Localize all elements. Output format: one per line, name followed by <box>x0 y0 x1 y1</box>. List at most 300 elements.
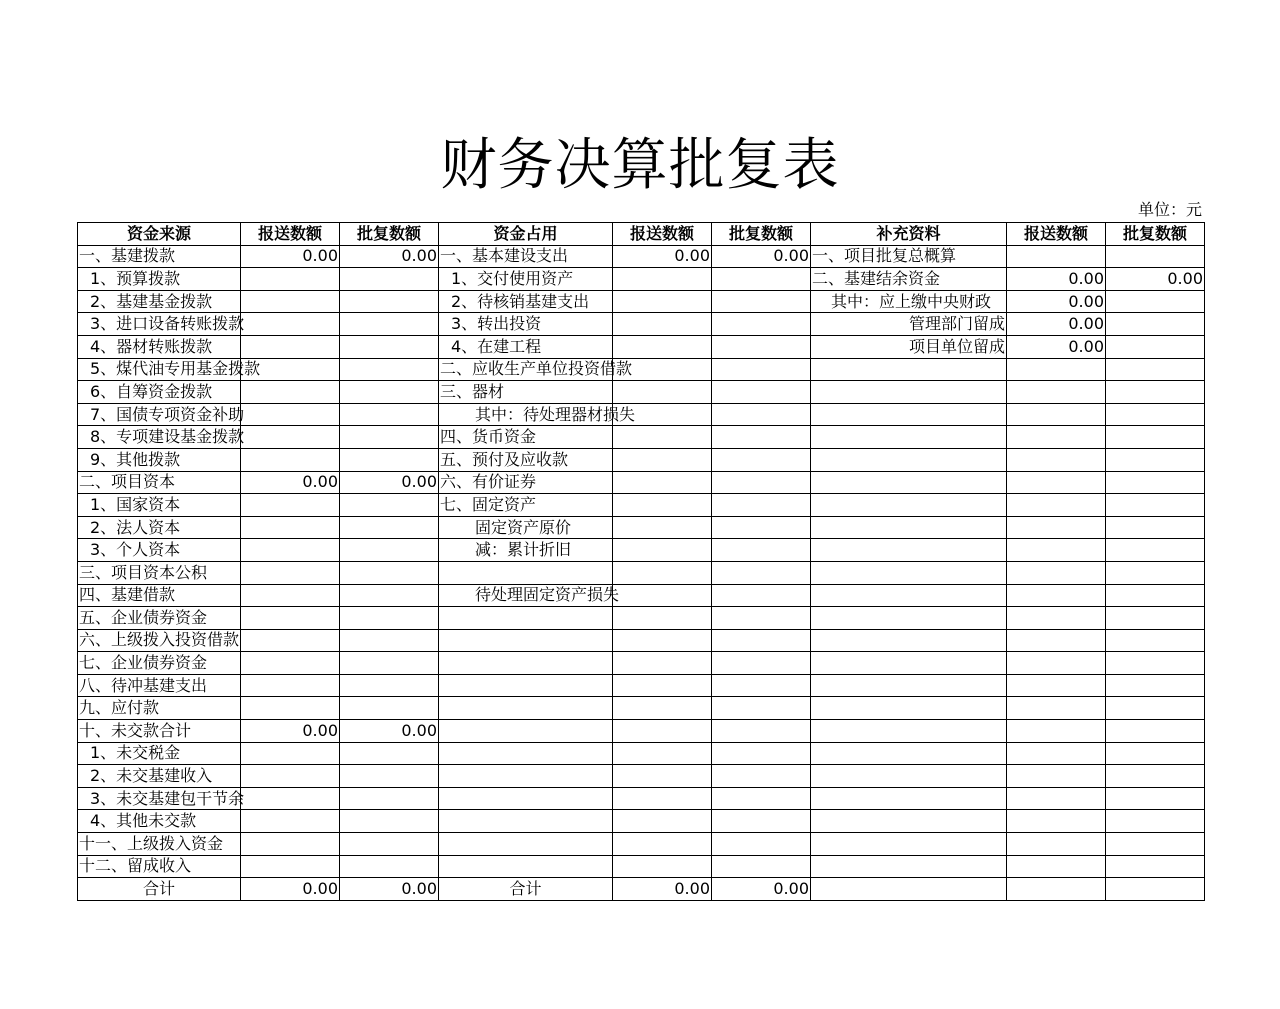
table-cell <box>811 742 1007 765</box>
table-cell <box>340 358 439 381</box>
table-cell: 四、货币资金 <box>439 426 613 449</box>
table-cell <box>613 855 712 878</box>
table-cell: 3、个人资本 <box>78 539 241 562</box>
table-cell <box>1106 290 1205 313</box>
table-cell <box>1007 358 1106 381</box>
table-cell <box>613 268 712 291</box>
header-cell: 批复数额 <box>340 223 439 246</box>
table-cell <box>811 607 1007 630</box>
table-cell: 0.00 <box>613 245 712 268</box>
table-cell <box>1106 833 1205 856</box>
table-cell <box>241 313 340 336</box>
table-cell: 0.00 <box>340 720 439 743</box>
table-cell <box>340 833 439 856</box>
total-cell: 合计 <box>78 878 241 901</box>
table-cell: 二、基建结余资金 <box>811 268 1007 291</box>
table-cell <box>811 765 1007 788</box>
table-cell: 项目单位留成 <box>811 335 1007 358</box>
table-cell <box>1007 561 1106 584</box>
total-cell <box>1007 878 1106 901</box>
table-cell: 五、企业债券资金 <box>78 607 241 630</box>
header-cell: 报送数额 <box>613 223 712 246</box>
table-cell <box>712 335 811 358</box>
table-cell <box>241 697 340 720</box>
table-row <box>78 584 1205 607</box>
table-cell <box>1007 381 1106 404</box>
table-cell <box>811 539 1007 562</box>
table-row <box>78 697 1205 720</box>
table-cell <box>712 448 811 471</box>
table-cell <box>613 765 712 788</box>
table-cell <box>241 516 340 539</box>
header-cell: 批复数额 <box>712 223 811 246</box>
table-cell <box>340 742 439 765</box>
table-cell <box>811 855 1007 878</box>
table-cell <box>1007 245 1106 268</box>
table-cell <box>811 426 1007 449</box>
header-cell: 报送数额 <box>241 223 340 246</box>
table-cell <box>1007 629 1106 652</box>
table-cell <box>712 403 811 426</box>
table-cell <box>439 855 613 878</box>
table-cell <box>340 494 439 517</box>
table-cell <box>439 787 613 810</box>
table-cell: 7、国债专项资金补助 <box>78 403 241 426</box>
table-cell: 0.00 <box>1007 335 1106 358</box>
table-cell <box>712 629 811 652</box>
table-cell <box>811 652 1007 675</box>
table-cell <box>613 584 712 607</box>
table-cell <box>712 561 811 584</box>
table-cell <box>712 720 811 743</box>
table-cell <box>811 516 1007 539</box>
table-cell <box>712 494 811 517</box>
table-cell: 0.00 <box>241 245 340 268</box>
table-cell <box>241 561 340 584</box>
table-cell <box>613 539 712 562</box>
table-row <box>78 403 1205 426</box>
table-cell <box>340 697 439 720</box>
table-cell <box>340 584 439 607</box>
table-row <box>78 629 1205 652</box>
total-cell: 合计 <box>439 878 613 901</box>
table-cell <box>811 629 1007 652</box>
table-cell <box>439 765 613 788</box>
table-cell <box>1106 471 1205 494</box>
table-cell <box>811 403 1007 426</box>
total-cell <box>811 878 1007 901</box>
table-cell: 0.00 <box>1007 268 1106 291</box>
table-cell <box>613 787 712 810</box>
table-cell <box>1106 539 1205 562</box>
table-cell <box>613 494 712 517</box>
table-row <box>78 426 1205 449</box>
table-cell <box>811 358 1007 381</box>
table-row <box>78 268 1205 291</box>
table-cell <box>712 358 811 381</box>
table-cell <box>613 335 712 358</box>
table-cell <box>712 765 811 788</box>
table-cell <box>340 290 439 313</box>
table-cell: 七、企业债券资金 <box>78 652 241 675</box>
table-cell <box>1007 855 1106 878</box>
table-cell <box>811 697 1007 720</box>
table-cell <box>811 720 1007 743</box>
table-cell <box>340 787 439 810</box>
table-cell <box>340 313 439 336</box>
table-cell <box>613 720 712 743</box>
table-cell <box>439 652 613 675</box>
page-title: 财务决算批复表 <box>440 133 840 198</box>
table-row <box>78 539 1205 562</box>
table-cell: 八、待冲基建支出 <box>78 674 241 697</box>
table-cell <box>1007 697 1106 720</box>
unit-label: 单位：元 <box>1137 200 1202 219</box>
table-cell <box>1106 358 1205 381</box>
table-cell: 三、项目资本公积 <box>78 561 241 584</box>
table-cell: 七、固定资产 <box>439 494 613 517</box>
table-cell <box>712 607 811 630</box>
table-cell: 三、器材 <box>439 381 613 404</box>
table-cell <box>712 471 811 494</box>
table-cell: 其中：待处理器材损失 <box>439 403 613 426</box>
table-cell <box>241 335 340 358</box>
table-cell <box>340 426 439 449</box>
table-cell <box>241 494 340 517</box>
table-cell: 0.00 <box>712 245 811 268</box>
table-cell <box>613 290 712 313</box>
table-cell <box>613 833 712 856</box>
table-cell <box>811 810 1007 833</box>
table-cell <box>340 810 439 833</box>
table-cell <box>1106 855 1205 878</box>
table-cell <box>712 313 811 336</box>
table-cell: 0.00 <box>241 471 340 494</box>
table-cell <box>811 584 1007 607</box>
table-cell: 2、待核销基建支出 <box>439 290 613 313</box>
table-cell <box>1106 335 1205 358</box>
table-cell <box>439 561 613 584</box>
table-cell <box>1106 313 1205 336</box>
table-cell <box>1106 674 1205 697</box>
table-cell <box>1106 787 1205 810</box>
table-row <box>78 742 1205 765</box>
table-cell: 五、预付及应收款 <box>439 448 613 471</box>
table-cell <box>1007 584 1106 607</box>
table-cell <box>1106 765 1205 788</box>
table-cell <box>241 652 340 675</box>
table-cell <box>241 426 340 449</box>
table-cell <box>613 742 712 765</box>
table-cell: 8、专项建设基金拨款 <box>78 426 241 449</box>
table-cell: 一、基建拨款 <box>78 245 241 268</box>
table-cell <box>613 674 712 697</box>
total-cell: 0.00 <box>613 878 712 901</box>
table-cell <box>811 471 1007 494</box>
table-cell: 4、器材转账拨款 <box>78 335 241 358</box>
table-cell <box>1106 720 1205 743</box>
table-row <box>78 516 1205 539</box>
table-cell: 十二、留成收入 <box>78 855 241 878</box>
table-cell <box>340 268 439 291</box>
table-cell: 固定资产原价 <box>439 516 613 539</box>
table-cell <box>1007 403 1106 426</box>
table-cell <box>613 381 712 404</box>
table-cell <box>613 810 712 833</box>
table-cell: 9、其他拨款 <box>78 448 241 471</box>
table-cell <box>439 674 613 697</box>
table-cell: 二、项目资本 <box>78 471 241 494</box>
table-cell <box>1007 765 1106 788</box>
header-cell: 报送数额 <box>1007 223 1106 246</box>
table-cell <box>811 833 1007 856</box>
table-cell <box>1007 742 1106 765</box>
table-row <box>78 448 1205 471</box>
table-cell: 5、煤代油专用基金拨款 <box>78 358 241 381</box>
table-cell <box>241 833 340 856</box>
table-cell <box>241 268 340 291</box>
header-cell: 补充资料 <box>811 223 1007 246</box>
table-cell <box>712 855 811 878</box>
total-cell: 0.00 <box>712 878 811 901</box>
table-cell <box>241 674 340 697</box>
table-cell: 1、交付使用资产 <box>439 268 613 291</box>
table-cell <box>712 268 811 291</box>
table-cell <box>340 335 439 358</box>
table-cell: 2、法人资本 <box>78 516 241 539</box>
table-cell: 2、基建基金拨款 <box>78 290 241 313</box>
table-cell: 4、在建工程 <box>439 335 613 358</box>
table-cell <box>1106 652 1205 675</box>
table-cell <box>712 742 811 765</box>
table-cell <box>340 381 439 404</box>
table-cell: 3、转出投资 <box>439 313 613 336</box>
table-cell <box>712 810 811 833</box>
table-row <box>78 607 1205 630</box>
table-cell <box>241 607 340 630</box>
table-cell <box>340 765 439 788</box>
table-cell: 1、国家资本 <box>78 494 241 517</box>
header-cell: 资金占用 <box>439 223 613 246</box>
table-row <box>78 245 1205 268</box>
table-cell <box>439 607 613 630</box>
table-cell <box>340 403 439 426</box>
table-cell <box>241 742 340 765</box>
table-cell <box>1007 652 1106 675</box>
table-cell <box>241 403 340 426</box>
total-cell <box>1106 878 1205 901</box>
table-cell <box>712 833 811 856</box>
table-cell <box>241 810 340 833</box>
table-cell <box>1106 584 1205 607</box>
table-row <box>78 381 1205 404</box>
table-cell <box>1106 810 1205 833</box>
table-cell <box>613 471 712 494</box>
table-cell <box>1007 720 1106 743</box>
table-cell <box>712 539 811 562</box>
table-cell <box>241 448 340 471</box>
table-cell <box>439 697 613 720</box>
table-cell <box>439 833 613 856</box>
table-cell: 6、自筹资金拨款 <box>78 381 241 404</box>
table-row <box>78 494 1205 517</box>
table-cell <box>1007 539 1106 562</box>
table-cell: 六、上级拨入投资借款 <box>78 629 241 652</box>
table-cell <box>811 787 1007 810</box>
table-cell: 四、基建借款 <box>78 584 241 607</box>
table-cell: 一、基本建设支出 <box>439 245 613 268</box>
table-cell <box>1106 426 1205 449</box>
total-cell: 0.00 <box>241 878 340 901</box>
table-row <box>78 720 1205 743</box>
total-row <box>78 878 1205 901</box>
table-cell: 待处理固定资产损失 <box>439 584 613 607</box>
table-cell: 0.00 <box>340 471 439 494</box>
table-cell <box>613 516 712 539</box>
table-cell <box>241 855 340 878</box>
table-cell: 二、应收生产单位投资借款 <box>439 358 613 381</box>
table-cell <box>439 720 613 743</box>
table-row <box>78 358 1205 381</box>
table-cell <box>340 561 439 584</box>
table-cell: 4、其他未交款 <box>78 810 241 833</box>
table-cell <box>241 290 340 313</box>
table-cell <box>1007 810 1106 833</box>
table-cell <box>340 629 439 652</box>
total-cell: 0.00 <box>340 878 439 901</box>
table-row <box>78 652 1205 675</box>
table-cell <box>439 742 613 765</box>
table-cell <box>613 448 712 471</box>
table-cell <box>613 426 712 449</box>
table-cell <box>340 855 439 878</box>
table-cell <box>241 629 340 652</box>
table-cell: 3、进口设备转账拨款 <box>78 313 241 336</box>
table-cell <box>340 448 439 471</box>
table-cell <box>811 674 1007 697</box>
table-cell <box>613 652 712 675</box>
table-row <box>78 290 1205 313</box>
table-cell <box>241 539 340 562</box>
table-cell <box>613 629 712 652</box>
table-cell <box>811 494 1007 517</box>
table-cell: 十一、上级拨入资金 <box>78 833 241 856</box>
table-cell: 管理部门留成 <box>811 313 1007 336</box>
table-cell <box>1106 245 1205 268</box>
table-cell <box>811 448 1007 471</box>
header-cell: 批复数额 <box>1106 223 1205 246</box>
table-row <box>78 855 1205 878</box>
table-cell: 减：累计折旧 <box>439 539 613 562</box>
table-cell: 0.00 <box>1106 268 1205 291</box>
table-row <box>78 833 1205 856</box>
table-cell <box>1106 403 1205 426</box>
table-cell <box>1106 629 1205 652</box>
table-row <box>78 810 1205 833</box>
table-cell: 0.00 <box>340 245 439 268</box>
table-cell <box>340 607 439 630</box>
table-cell <box>1007 607 1106 630</box>
table-cell: 0.00 <box>1007 313 1106 336</box>
table-cell <box>340 652 439 675</box>
header-row <box>78 223 1205 246</box>
table-cell <box>241 381 340 404</box>
table-cell <box>811 561 1007 584</box>
table-cell: 六、有价证券 <box>439 471 613 494</box>
table-row <box>78 561 1205 584</box>
table-cell: 0.00 <box>241 720 340 743</box>
table-cell <box>1106 381 1205 404</box>
table-cell <box>1007 426 1106 449</box>
table-row <box>78 313 1205 336</box>
table-cell <box>241 765 340 788</box>
header-cell: 资金来源 <box>78 223 241 246</box>
table-cell: 3、未交基建包干节余 <box>78 787 241 810</box>
table-cell <box>1106 561 1205 584</box>
table-cell <box>439 629 613 652</box>
table-cell <box>712 787 811 810</box>
table-cell: 九、应付款 <box>78 697 241 720</box>
table-cell <box>1007 787 1106 810</box>
table-cell <box>241 584 340 607</box>
table-cell <box>712 426 811 449</box>
approval-table <box>77 222 1205 901</box>
table-cell <box>613 561 712 584</box>
table-cell <box>613 607 712 630</box>
table-cell <box>340 539 439 562</box>
table-cell: 1、未交税金 <box>78 742 241 765</box>
table-cell <box>340 674 439 697</box>
table-cell <box>1007 674 1106 697</box>
table-cell <box>613 697 712 720</box>
table-row <box>78 674 1205 697</box>
table-cell <box>712 652 811 675</box>
table-cell <box>1106 448 1205 471</box>
table-row <box>78 787 1205 810</box>
table-cell: 2、未交基建收入 <box>78 765 241 788</box>
table-cell <box>613 313 712 336</box>
table-cell <box>1007 471 1106 494</box>
table-row <box>78 471 1205 494</box>
table-cell <box>712 584 811 607</box>
table-row <box>78 765 1205 788</box>
table-row <box>78 335 1205 358</box>
table-cell <box>1007 448 1106 471</box>
table-cell <box>712 697 811 720</box>
table-cell: 十、未交款合计 <box>78 720 241 743</box>
table-cell <box>712 381 811 404</box>
table-cell: 1、预算拨款 <box>78 268 241 291</box>
table-cell <box>1007 516 1106 539</box>
table-cell <box>811 381 1007 404</box>
table-cell <box>712 516 811 539</box>
table-cell <box>1007 833 1106 856</box>
table-cell <box>1106 607 1205 630</box>
table-cell <box>712 290 811 313</box>
table-cell <box>1106 494 1205 517</box>
table-cell <box>1106 516 1205 539</box>
table-cell <box>340 516 439 539</box>
table-cell <box>241 787 340 810</box>
table-cell <box>1007 494 1106 517</box>
table-cell: 其中：应上缴中央财政 <box>811 290 1007 313</box>
table-cell <box>1106 742 1205 765</box>
table-cell <box>1106 697 1205 720</box>
table-cell <box>712 674 811 697</box>
table-cell <box>439 810 613 833</box>
table-cell: 一、项目批复总概算 <box>811 245 1007 268</box>
table-cell: 0.00 <box>1007 290 1106 313</box>
